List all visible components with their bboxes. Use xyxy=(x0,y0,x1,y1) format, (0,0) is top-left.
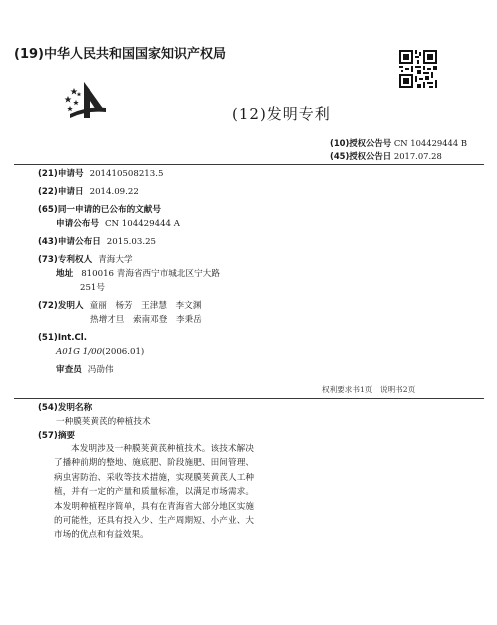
int-cl-code: A01G 1/00(2006.01) xyxy=(56,347,145,357)
publication-date-value: 2017.07.28 xyxy=(393,151,442,161)
publication-number-row xyxy=(330,137,467,149)
publication-number-value: CN 104429444 B xyxy=(393,138,468,148)
inventors-line2: 热增才旦 索南邓登 李秉岳 xyxy=(90,315,202,325)
publication-date-label: (45)授权公告日 xyxy=(330,151,392,161)
int-cl-heading: (51)Int.Cl. xyxy=(38,333,88,343)
invention-name: 一种膜荚黄芪的种植技术 xyxy=(56,417,151,427)
publication-date-row xyxy=(330,150,442,162)
examiner: 审查员 冯劭伟 xyxy=(56,365,114,375)
qr-code-icon xyxy=(399,50,437,88)
patent-office-emblem-icon xyxy=(62,78,110,124)
abstract-heading: (57)摘要 xyxy=(38,431,76,441)
owner-address-line2: 251号 xyxy=(80,283,105,293)
header-divider xyxy=(14,164,484,165)
owner-address: 地址 810016 青海省西宁市城北区宁大路 xyxy=(56,269,220,279)
section-divider xyxy=(14,398,484,399)
application-date: (22)申请日 2014.09.22 xyxy=(38,187,139,197)
abstract-text: 本发明涉及一种膜荚黄芪种植技术。该技术解决了播种前期的整地、施底肥、阶段施肥、田间管理、病虫害防治、采收等技术措施，实现膜荚黄芪人工种植，并有一定的产量和质量标准，以满足市场需求。本发明种植程序简单，具有在青海省大部分地区实施的可能性，还具有投入少、生产周期短、小产业、大市场的优点和有益效果。 xyxy=(54,444,254,541)
publication-number-label: (10)授权公告号 xyxy=(330,138,392,148)
inventors: (72)发明人 童丽 杨芳 王津慧 李文渊 xyxy=(38,301,202,311)
issuing-office: (19)中华人民共和国国家知识产权局 xyxy=(14,47,226,62)
application-number: (21)申请号 201410508213.5 xyxy=(38,169,164,179)
invention-name-heading: (54)发明名称 xyxy=(38,403,93,413)
prior-publication-heading: (65)同一申请的已公布的文献号 xyxy=(38,205,161,215)
page-count: 权利要求书1页 说明书2页 xyxy=(322,385,416,394)
document-type: (12)发明专利 xyxy=(232,105,331,123)
prior-publication-number: 申请公布号 CN 104429444 A xyxy=(56,219,180,229)
publication-date: (43)申请公布日 2015.03.25 xyxy=(38,237,157,247)
patent-owner: (73)专利权人 青海大学 xyxy=(38,255,133,265)
